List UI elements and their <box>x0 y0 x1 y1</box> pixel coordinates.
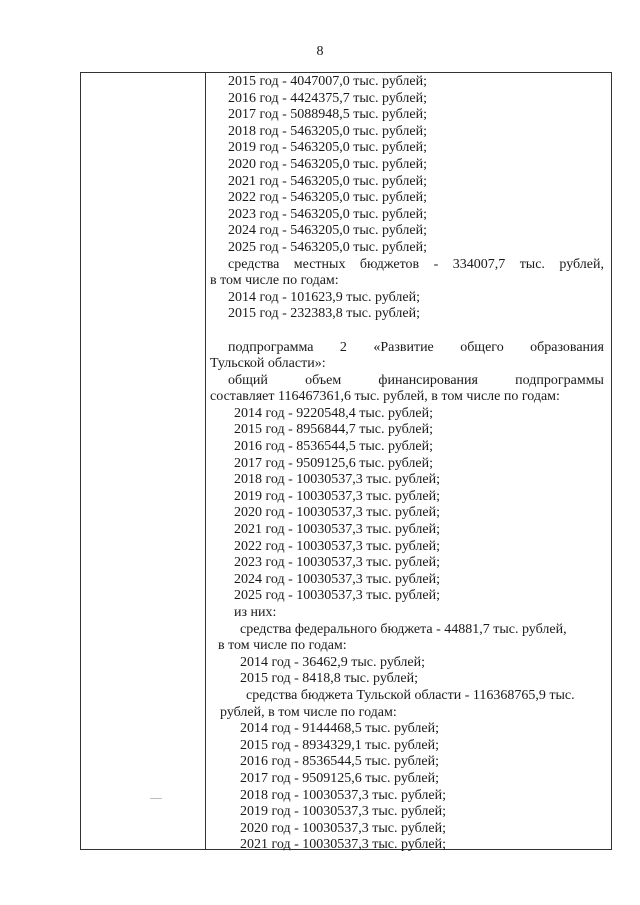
word: местных <box>293 256 346 272</box>
word: бюджетов <box>359 256 420 272</box>
year-line: 2018 год - 10030537,3 тыс. рублей; <box>234 472 441 488</box>
word: подпрограммы <box>515 372 604 388</box>
scan-artifact <box>150 798 162 799</box>
year-line: 2016 год - 8536544,5 тыс. рублей; <box>240 754 440 770</box>
year-line: 2023 год - 5463205,0 тыс. рублей; <box>228 206 428 222</box>
word: «Развитие <box>373 339 434 355</box>
word: образования <box>530 339 604 355</box>
year-line: 2019 год - 10030537,3 тыс. рублей; <box>234 488 441 504</box>
year-line: 2014 год - 9144468,5 тыс. рублей; <box>240 721 440 737</box>
federal-budget-line-2: в том числе по годам: <box>218 638 347 654</box>
year-line: 2025 год - 5463205,0 тыс. рублей; <box>228 239 428 255</box>
year-line: 2019 год - 10030537,3 тыс. рублей; <box>240 804 447 820</box>
local-budget-line <box>210 257 604 274</box>
word: средства <box>228 256 280 272</box>
year-line: 2015 год - 4047007,0 тыс. рублей; <box>228 74 428 89</box>
spacer <box>210 323 604 340</box>
year-line: 2015 год - 232383,8 тыс. рублей; <box>228 306 421 322</box>
subprogram-years <box>210 406 604 605</box>
year-line: 2015 год - 8934329,1 тыс. рублей; <box>240 737 440 753</box>
local-budget-line-2: в том числе по годам: <box>210 273 339 289</box>
of-them-label: из них: <box>234 605 277 620</box>
year-line: 2014 год - 9220548,4 тыс. рублей; <box>234 405 434 421</box>
subprogram-title-line <box>210 340 604 357</box>
year-line: 2024 год - 10030537,3 тыс. рублей; <box>234 571 441 587</box>
year-line: 2025 год - 10030537,3 тыс. рублей; <box>234 588 441 604</box>
federal-budget-line: средства федерального бюджета - 44881,7 тыс. рублей, <box>240 621 567 637</box>
regional-budget-line-2: рублей, в том числе по годам: <box>220 704 397 720</box>
word: - <box>433 256 439 272</box>
table-content <box>210 74 604 854</box>
year-line: 2018 год - 5463205,0 тыс. рублей; <box>228 123 428 139</box>
year-line: 2016 год - 8536544,5 тыс. рублей; <box>234 439 434 455</box>
year-line: 2020 год - 10030537,3 тыс. рублей; <box>240 820 447 836</box>
year-line: 2014 год - 101623,9 тыс. рублей; <box>228 289 421 305</box>
year-line: 2020 год - 5463205,0 тыс. рублей; <box>228 156 428 172</box>
word: подпрограмма <box>228 339 314 355</box>
word: финансирования <box>378 372 478 388</box>
year-line: 2022 год - 10030537,3 тыс. рублей; <box>234 538 441 554</box>
subprogram-title-line-2: Тульской области»: <box>210 356 326 372</box>
column-divider <box>205 72 206 850</box>
volume-line <box>210 373 604 390</box>
year-line: 2017 год - 9509125,6 тыс. рублей; <box>234 455 434 471</box>
volume-line-2: составляет 116467361,6 тыс. рублей, в том числе по годам: <box>210 389 560 405</box>
word: общего <box>460 339 504 355</box>
year-line: 2024 год - 5463205,0 тыс. рублей; <box>228 223 428 239</box>
year-line: 2015 год - 8956844,7 тыс. рублей; <box>234 422 434 438</box>
year-line: 2022 год - 5463205,0 тыс. рублей; <box>228 190 428 206</box>
word: рублей, <box>559 256 604 272</box>
year-line: 2014 год - 36462,9 тыс. рублей; <box>240 654 426 670</box>
regional-budget-line: средства бюджета Тульской области - 116368765,9 тыс. <box>246 687 575 703</box>
year-line: 2020 год - 10030537,3 тыс. рублей; <box>234 505 441 521</box>
year-line: 2021 год - 10030537,3 тыс. рублей; <box>234 522 441 538</box>
year-line: 2017 год - 9509125,6 тыс. рублей; <box>240 770 440 786</box>
year-line: 2016 год - 4424375,7 тыс. рублей; <box>228 90 428 106</box>
word: 2 <box>339 339 347 355</box>
year-line: 2023 год - 10030537,3 тыс. рублей; <box>234 555 441 571</box>
year-line: 2019 год - 5463205,0 тыс. рублей; <box>228 140 428 156</box>
word: общий <box>228 372 268 388</box>
regional-years <box>210 721 604 854</box>
year-line: 2017 год - 5088948,5 тыс. рублей; <box>228 107 428 123</box>
word: объем <box>305 372 342 388</box>
year-line: 2018 год - 10030537,3 тыс. рублей; <box>240 787 447 803</box>
word: 334007,7 <box>452 256 506 272</box>
year-line: 2021 год - 5463205,0 тыс. рублей; <box>228 173 428 189</box>
year-line: 2021 год - 10030537,3 тыс. рублей; <box>240 837 447 853</box>
page-number: 8 <box>316 44 324 59</box>
block1-years <box>210 74 604 257</box>
year-line: 2015 год - 8418,8 тыс. рублей; <box>240 671 419 687</box>
word: тыс. <box>519 256 545 272</box>
